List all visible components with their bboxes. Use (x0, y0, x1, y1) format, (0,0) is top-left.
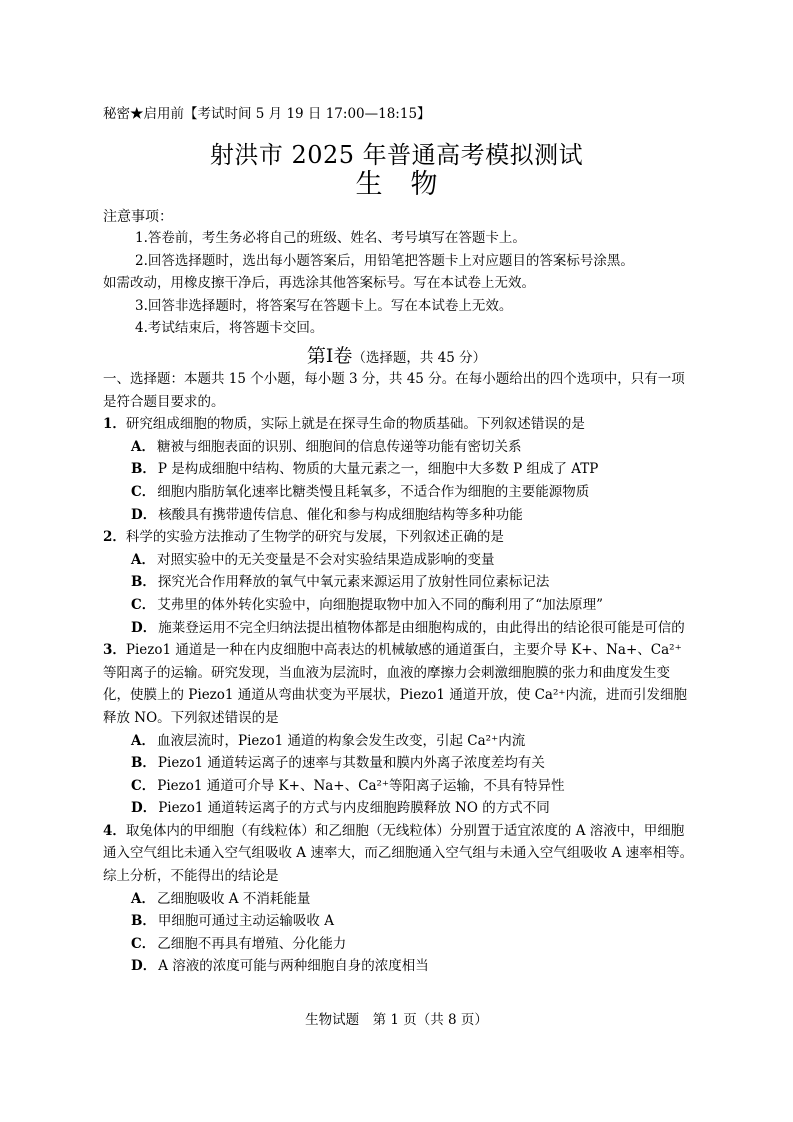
question-1-stem (103, 413, 695, 436)
option-text: Piezo1 通道可介导 K+、Na+、Ca²⁺等阳离子运输，不具有特异性 (157, 777, 565, 794)
option-text: 乙细胞吸收 A 不消耗能量 (156, 890, 311, 907)
notice-item: 2.回答选择题时，选出每小题答案后，用铅笔把答题卡上对应题目的答案标号涂黑。 (135, 252, 634, 269)
question-text: 研究组成细胞的物质，实际上就是在探寻生命的物质基础。下列叙述错误的是 (125, 416, 585, 433)
option-b (103, 752, 695, 775)
question-text: 取兔体内的甲细胞（有线粒体）和乙细胞（无线粒体）分别置于适宜浓度的 A 溶液中，甲细胞通入空气组比未通入空气组吸收 A 速率大，而乙细胞通入空气组与未通入空气组吸收 A 速率相等。综上分析，不能得出的结论是 (103, 822, 694, 885)
option-text: 核酸具有携带遗传信息、催化和参与构成细胞结构等多种功能 (158, 506, 523, 523)
option-c (103, 594, 695, 617)
section-title: 第Ⅰ卷 (306, 345, 353, 367)
option-label: A． (131, 551, 155, 568)
question-number: 3． (103, 642, 126, 659)
option-text: 艾弗里的体外转化实验中，向细胞提取物中加入不同的酶利用了“加法原理” (157, 596, 604, 613)
option-text: 甲细胞可通过主动运输吸收 A (157, 913, 334, 930)
question-text: 科学的实验方法推动了生物学的研究与发展，下列叙述正确的是 (125, 529, 504, 546)
option-b (103, 458, 695, 481)
page-footer: 生物试题 第 1 页（共 8 页） (305, 1012, 488, 1028)
option-a (103, 549, 695, 572)
notice-item: 3.回答非选择题时，将答案写在答题卡上。写在本试卷上无效。 (135, 297, 513, 314)
notice-item: 4.考试结束后，将答题卡交回。 (135, 320, 324, 336)
option-d (103, 955, 695, 978)
question-number: 1． (103, 416, 126, 433)
option-a (103, 888, 695, 911)
notice-heading: 注意事项： (103, 209, 173, 225)
option-label: C． (131, 935, 156, 952)
option-text: 乙细胞不再具有增殖、分化能力 (157, 935, 347, 952)
option-label: A． (131, 732, 155, 749)
section-intro: 一、选择题：本题共 15 个小题，每小题 3 分，共 45 分。在每小题给出的四个选项中，只有一项是符合题目要求的。 (103, 371, 685, 410)
option-text: 施莱登运用不完全归纳法提出植物体都是由细胞构成的，由此得出的结论很可能是可信的 (158, 619, 685, 636)
option-text: 血液层流时，Piezo1 通道的构象会发生改变，引起 Ca²⁺内流 (156, 732, 526, 749)
option-d (103, 797, 695, 820)
notice-item-continued: 如需改动，用橡皮擦干净后，再选涂其他答案标号。写在本试卷上无效。 (103, 275, 535, 291)
option-c (103, 933, 695, 956)
exam-title: 射洪市 2025 年普通高考模拟测试 (209, 141, 584, 169)
exam-subject: 生物 (355, 169, 466, 200)
option-label: B． (131, 461, 156, 478)
option-label: B． (131, 574, 156, 591)
option-label: B． (131, 755, 156, 772)
option-text: 细胞内脂肪氧化速率比糖类慢且耗氧多，不适合作为细胞的主要能源物质 (157, 483, 590, 500)
question-list (103, 368, 695, 978)
option-label: D． (131, 619, 157, 636)
option-label: B． (131, 913, 156, 930)
option-label: D． (131, 506, 157, 523)
option-label: D． (131, 800, 157, 817)
question-3-stem (103, 639, 695, 729)
option-label: A． (131, 890, 155, 907)
option-text: P 是构成细胞中结构、物质的大量元素之一，细胞中大多数 P 组成了 ATP (157, 461, 599, 478)
option-d (103, 504, 695, 527)
option-label: C． (131, 777, 156, 794)
option-label: C． (131, 483, 156, 500)
option-text: A 溶液的浓度可能与两种细胞自身的浓度相当 (158, 958, 429, 975)
question-4-stem (103, 820, 695, 888)
notice-item: 1.答卷前，考生务必将自己的班级、姓名、考号填写在答题卡上。 (135, 230, 526, 246)
secret-line: 秘密★启用前【考试时间 5 月 19 日 17:00—18:15】 (103, 106, 431, 122)
option-text: 对照实验中的无关变量是不会对实验结果造成影响的变量 (156, 551, 495, 568)
option-b (103, 571, 695, 594)
option-text: Piezo1 通道转运离子的方式与内皮细胞跨膜释放 NO 的方式不同 (158, 800, 550, 817)
option-label: C． (131, 596, 156, 613)
question-2-stem (103, 526, 695, 549)
option-a (103, 730, 695, 753)
option-label: A． (131, 438, 155, 455)
option-a (103, 436, 695, 459)
notice-list (103, 227, 698, 340)
question-number: 2． (103, 529, 126, 546)
section-note: （选择题，共 45 分） (352, 350, 487, 366)
section-heading (0, 341, 793, 368)
option-text: 探究光合作用释放的氧气中氧元素来源运用了放射性同位素标记法 (157, 574, 550, 591)
option-b (103, 910, 695, 933)
option-text: Piezo1 通道转运离子的速率与其数量和膜内外离子浓度差均有关 (157, 755, 545, 772)
option-d (103, 617, 695, 640)
option-c (103, 481, 695, 504)
option-c (103, 775, 695, 798)
option-label: D． (131, 958, 157, 975)
question-text: Piezo1 通道是一种在内皮细胞中高表达的机械敏感的通道蛋白，主要介导 K+、Na+、Ca²⁺等阳离子的运输。研究发现，当血液为层流时，血液的摩擦力会刺激细胞膜的张力和曲度发生变化，使膜上的 Piezo1 通道从弯曲状变为平展状，Piezo1 通道开放，使 Ca²⁺内流，进而引发细胞释放 NO。下列叙述错误的是 (103, 642, 688, 726)
option-text: 糖被与细胞表面的识别、细胞间的信息传递等功能有密切关系 (156, 438, 522, 455)
question-number: 4． (103, 822, 126, 839)
